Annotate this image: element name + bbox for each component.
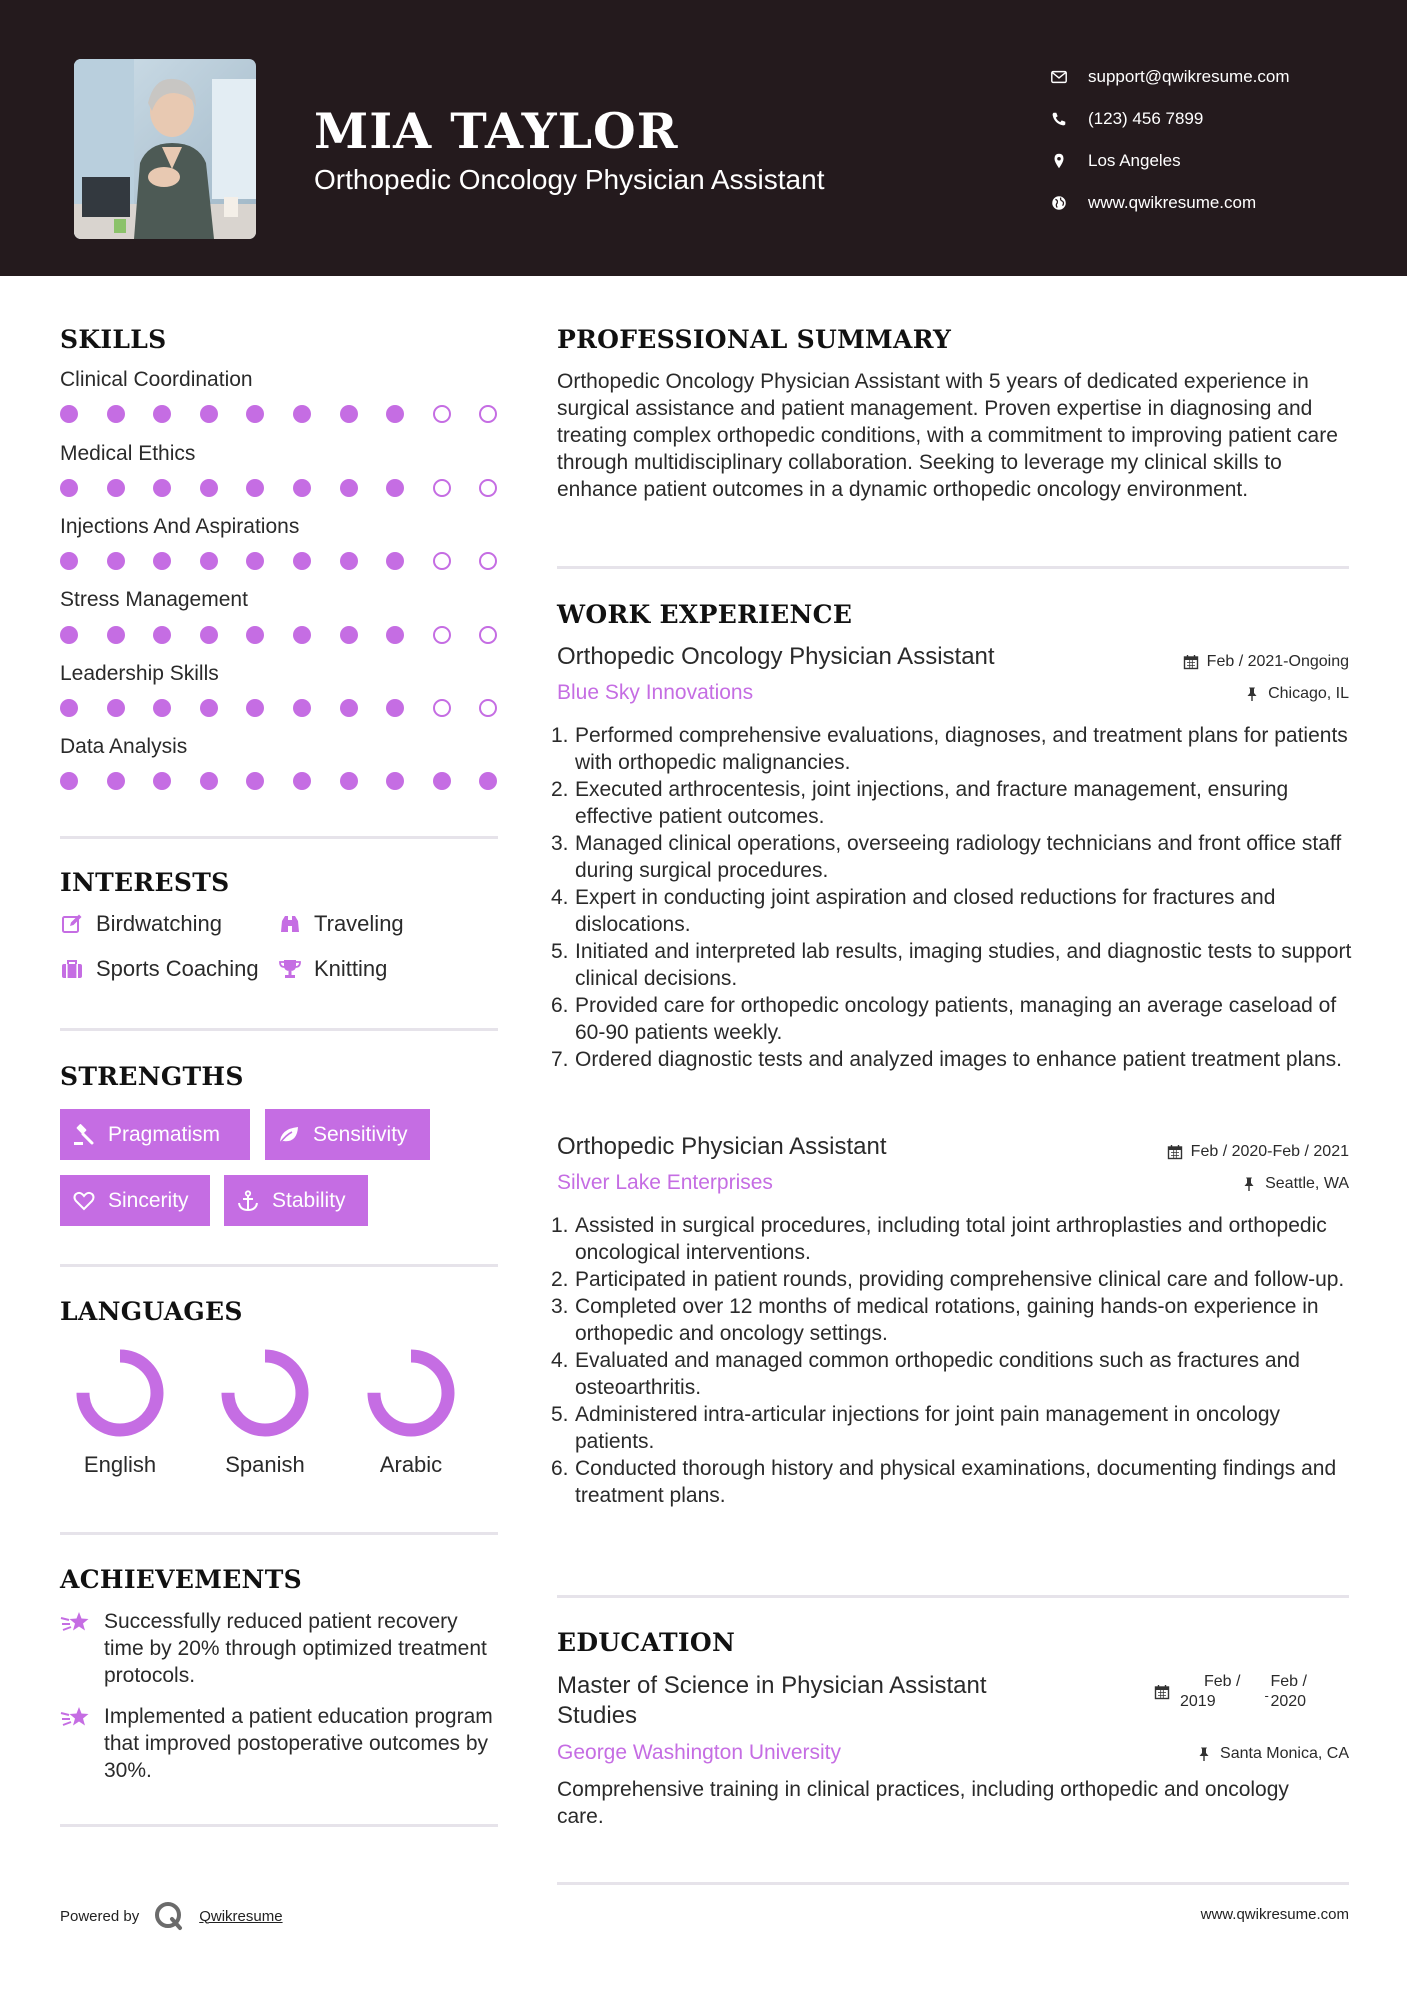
skill-dot-filled — [246, 479, 264, 497]
email-text: support@qwikresume.com — [1088, 67, 1290, 86]
job-title: Orthopedic Oncology Physician Assistant — [557, 643, 995, 670]
strength-label: Sensitivity — [313, 1122, 408, 1146]
briefcase-icon — [60, 957, 84, 981]
skill-dot-filled — [60, 405, 78, 423]
calendar-icon — [1183, 654, 1199, 670]
skill-dot-filled — [153, 626, 171, 644]
skill-dot-filled — [60, 552, 78, 570]
envelope-icon — [1050, 68, 1068, 86]
skill-dot-filled — [107, 479, 125, 497]
language-level-ring — [71, 1344, 169, 1442]
skill-dot-empty — [433, 405, 451, 423]
job-responsibilities — [551, 722, 1353, 1073]
skill-dot-empty — [433, 626, 451, 644]
globe-icon — [1050, 194, 1068, 212]
date-separator: - — [1264, 1688, 1269, 1703]
skill-dot-filled — [153, 772, 171, 790]
education-description: Comprehensive training in clinical practices, including orthopedic and oncology care. — [557, 1778, 1289, 1828]
list-number: 3. — [551, 1295, 569, 1318]
skill-dot-filled — [340, 405, 358, 423]
date-line: Feb / — [1204, 1673, 1241, 1690]
skill-dot-filled — [386, 405, 404, 423]
list-item — [551, 776, 1353, 830]
leaf-icon — [277, 1123, 301, 1147]
skill-dot-empty — [479, 479, 497, 497]
pushpin-icon — [1244, 686, 1260, 702]
contact-phone[interactable] — [1050, 98, 1290, 140]
job-location — [1241, 1175, 1349, 1193]
degree-title — [557, 1671, 987, 1731]
skill-dot-filled — [246, 772, 264, 790]
skill-dot-filled — [293, 405, 311, 423]
achievements-heading: ACHIEVEMENTS — [60, 1565, 302, 1594]
skill-name: Stress Management — [60, 588, 248, 611]
language-level-ring — [362, 1344, 460, 1442]
list-item — [551, 830, 1353, 884]
skill-dot-filled — [200, 626, 218, 644]
job-title: Orthopedic Physician Assistant — [557, 1133, 887, 1160]
strength-tag — [60, 1175, 210, 1226]
list-item — [551, 1266, 1353, 1293]
skill-dot-filled — [433, 772, 451, 790]
edit-icon — [60, 912, 84, 936]
phone-icon — [1050, 110, 1068, 128]
heart-icon — [72, 1189, 96, 1213]
skill-dot-filled — [246, 405, 264, 423]
interest-item — [60, 911, 222, 937]
skill-dot-empty — [479, 699, 497, 717]
list-number: 4. — [551, 886, 569, 909]
skill-rating — [60, 626, 502, 646]
skill-dot-filled — [340, 699, 358, 717]
achievement-text: Successfully reduced patient recovery time by 20% through optimized treatment protocols. — [104, 1610, 487, 1687]
skill-name: Injections And Aspirations — [60, 515, 300, 538]
location-text: Los Angeles — [1088, 151, 1181, 170]
candidate-name: MIA TAYLOR — [314, 102, 679, 160]
skill-name: Medical Ethics — [60, 442, 196, 465]
binoculars-icon — [278, 912, 302, 936]
end-date — [1264, 1672, 1307, 1712]
summary-text: Orthopedic Oncology Physician Assistant with 5 years of dedicated experience in surgical assistance and patient management. Proven expertise in diagnosing and treating complex orthopedic conditions, with a commitment to improving patient care through multidisciplinary collaboration. Seeking to leverage my clinical skills to enhance patient outcomes in a dynamic orthopedic oncology environment. — [557, 370, 1338, 501]
list-number: 1. — [551, 724, 569, 747]
skill-dot-empty — [479, 626, 497, 644]
footer-website[interactable]: www.qwikresume.com — [1200, 1906, 1349, 1923]
list-number: 5. — [551, 1403, 569, 1426]
list-item-text: Completed over 12 months of medical rotations, gaining hands-on experience in orthopedic and oncology settings. — [575, 1295, 1319, 1345]
skill-dot-filled — [60, 772, 78, 790]
location-text: Seattle, WA — [1265, 1175, 1349, 1192]
skill-dot-empty — [433, 699, 451, 717]
skill-dot-filled — [386, 626, 404, 644]
skill-dot-empty — [479, 552, 497, 570]
skill-rating — [60, 699, 502, 719]
skill-name: Leadership Skills — [60, 662, 219, 685]
skill-dot-filled — [246, 626, 264, 644]
section-divider — [60, 1824, 498, 1827]
skill-name: Clinical Coordination — [60, 368, 253, 391]
skill-dot-empty — [433, 552, 451, 570]
section-divider — [557, 566, 1349, 569]
list-number: 2. — [551, 778, 569, 801]
language-level-ring — [216, 1344, 314, 1442]
list-item-text: Administered intra-articular injections for joint pain management in oncology patients. — [575, 1403, 1281, 1453]
job-location — [1244, 685, 1349, 703]
interest-label: Sports Coaching — [96, 956, 259, 981]
list-item-text: Managed clinical operations, overseeing radiology technicians and front office staff during surgical procedures. — [575, 832, 1342, 882]
date-line: 2020 — [1270, 1693, 1307, 1710]
education-heading: EDUCATION — [557, 1628, 736, 1657]
strength-label: Sincerity — [108, 1188, 189, 1212]
skill-dot-filled — [386, 772, 404, 790]
skill-dot-filled — [200, 479, 218, 497]
list-number: 7. — [551, 1048, 569, 1071]
education-location — [1196, 1745, 1349, 1763]
section-divider — [60, 1532, 498, 1535]
shooting-star-icon — [60, 1704, 92, 1732]
interest-label: Knitting — [314, 956, 388, 981]
language-label: English — [83, 1452, 157, 1477]
achievement-text: Implemented a patient education program that improved postoperative outcomes by 30%. — [104, 1705, 493, 1782]
skill-dot-filled — [200, 405, 218, 423]
calendar-icon — [1154, 1684, 1170, 1700]
dates-text: Feb / 2021-Ongoing — [1206, 653, 1349, 670]
list-item-text: Performed comprehensive evaluations, diagnoses, and treatment plans for patients with orthopedic malignancies. — [575, 724, 1348, 774]
skill-rating — [60, 479, 502, 499]
skill-dot-filled — [107, 699, 125, 717]
list-item-text: Provided care for orthopedic oncology patients, managing an average caseload of 60-90 patients weekly. — [575, 994, 1337, 1044]
pushpin-icon — [1241, 1176, 1257, 1192]
phone-text: (123) 456 7899 — [1088, 109, 1204, 128]
skill-dot-filled — [340, 479, 358, 497]
map-pin-icon — [1050, 152, 1068, 170]
interest-label: Traveling — [314, 911, 404, 936]
skill-dot-filled — [153, 552, 171, 570]
job-dates — [1167, 1143, 1349, 1161]
school-name: George Washington University — [557, 1741, 842, 1764]
anchor-icon — [236, 1189, 260, 1213]
skill-rating — [60, 405, 502, 425]
strength-label: Stability — [272, 1188, 346, 1212]
skills-heading: SKILLS — [60, 325, 167, 354]
degree-line: Studies — [557, 1702, 638, 1729]
footer-branding — [60, 1900, 283, 1932]
education-dates — [1154, 1672, 1307, 1712]
language-label: Spanish — [225, 1452, 305, 1477]
list-number: 3. — [551, 832, 569, 855]
list-number: 6. — [551, 1457, 569, 1480]
list-item — [551, 938, 1353, 992]
list-item-text: Ordered diagnostic tests and analyzed images to enhance patient treatment plans. — [575, 1048, 1342, 1071]
strength-label: Pragmatism — [108, 1122, 221, 1146]
interests-heading: INTERESTS — [60, 868, 230, 897]
section-divider — [60, 1028, 498, 1031]
skill-dot-filled — [153, 699, 171, 717]
skill-dot-filled — [340, 772, 358, 790]
date-line: Feb / — [1270, 1673, 1307, 1690]
brand-link[interactable]: Qwikresume — [199, 1907, 283, 1925]
start-date — [1178, 1672, 1240, 1712]
skill-dot-filled — [340, 626, 358, 644]
skill-dot-filled — [386, 699, 404, 717]
contact-list — [1050, 56, 1290, 224]
section-divider — [557, 1595, 1349, 1598]
languages-heading: LANGUAGES — [60, 1297, 243, 1326]
dates-text: Feb / 2020-Feb / 2021 — [1190, 1143, 1349, 1160]
profile-photo — [74, 59, 256, 239]
section-divider — [60, 1264, 498, 1267]
skill-dot-filled — [200, 699, 218, 717]
list-item — [551, 1455, 1353, 1509]
list-item — [551, 722, 1353, 776]
contact-email[interactable] — [1050, 56, 1290, 98]
achievement-item — [60, 1703, 500, 1784]
interest-label: Birdwatching — [96, 911, 222, 936]
list-item — [551, 1347, 1353, 1401]
skill-dot-filled — [293, 552, 311, 570]
powered-by-label: Powered by — [60, 1907, 140, 1925]
skill-dot-filled — [60, 479, 78, 497]
resume-header — [0, 0, 1407, 276]
list-item-text: Evaluated and managed common orthopedic conditions such as fractures and osteoarthritis. — [575, 1349, 1300, 1399]
contact-website[interactable] — [1050, 182, 1290, 224]
skill-dot-filled — [107, 626, 125, 644]
skill-dot-filled — [153, 479, 171, 497]
job-dates — [1183, 653, 1349, 671]
trophy-icon — [278, 957, 302, 981]
list-number: 4. — [551, 1349, 569, 1372]
language-item — [356, 1344, 466, 1478]
calendar-icon — [1167, 1144, 1183, 1160]
skill-dot-filled — [107, 772, 125, 790]
skill-dot-filled — [479, 772, 497, 790]
list-item-text: Executed arthrocentesis, joint injections, and fracture management, ensuring effective patient outcomes. — [575, 778, 1289, 828]
list-item-text: Expert in conducting joint aspiration and closed reductions for fractures and dislocations. — [575, 886, 1276, 936]
skill-rating — [60, 772, 502, 792]
qwikresume-logo-icon — [153, 1900, 185, 1932]
list-item — [551, 884, 1353, 938]
list-item-text: Conducted thorough history and physical examinations, documenting findings and treatment plans. — [575, 1457, 1337, 1507]
list-number: 5. — [551, 940, 569, 963]
strength-tag — [224, 1175, 368, 1226]
candidate-title: Orthopedic Oncology Physician Assistant — [314, 164, 825, 195]
skill-dot-filled — [293, 626, 311, 644]
date-line: 2019 — [1180, 1693, 1216, 1710]
list-number: 2. — [551, 1268, 569, 1291]
list-item-text: Assisted in surgical procedures, including total joint arthroplasties and orthopedic oncological interventions. — [575, 1214, 1327, 1264]
skill-dot-filled — [200, 552, 218, 570]
degree-line: Master of Science in Physician Assistant — [557, 1672, 987, 1699]
skill-dot-filled — [60, 626, 78, 644]
list-item — [551, 1212, 1353, 1266]
language-item — [65, 1344, 175, 1478]
skill-dot-filled — [107, 405, 125, 423]
list-item — [551, 992, 1353, 1046]
strength-tag — [265, 1109, 430, 1160]
website-text: www.qwikresume.com — [1088, 193, 1257, 212]
list-item — [551, 1046, 1353, 1073]
strengths-heading: STRENGTHS — [60, 1062, 244, 1091]
location-text: Chicago, IL — [1268, 685, 1349, 702]
contact-location — [1050, 140, 1290, 182]
list-number: 1. — [551, 1214, 569, 1237]
strength-tag — [60, 1109, 250, 1160]
list-item — [551, 1401, 1353, 1455]
list-item-text: Initiated and interpreted lab results, imaging studies, and diagnostic tests to support clinical decisions. — [575, 940, 1352, 990]
section-divider — [60, 836, 498, 839]
skill-dot-filled — [246, 699, 264, 717]
pushpin-icon — [1196, 1746, 1212, 1762]
skill-dot-filled — [293, 772, 311, 790]
skill-dot-filled — [340, 552, 358, 570]
interest-item — [60, 956, 259, 982]
list-number: 6. — [551, 994, 569, 1017]
gavel-icon — [72, 1123, 96, 1147]
location-text: Santa Monica, CA — [1220, 1745, 1349, 1762]
language-label: Arabic — [379, 1452, 443, 1477]
language-item — [210, 1344, 320, 1478]
job-responsibilities — [551, 1212, 1353, 1509]
interest-item — [278, 956, 387, 982]
summary-heading: PROFESSIONAL SUMMARY — [557, 325, 952, 354]
list-item — [551, 1293, 1353, 1347]
skill-dot-filled — [386, 479, 404, 497]
company-name: Blue Sky Innovations — [557, 681, 754, 704]
skill-dot-filled — [293, 479, 311, 497]
skill-dot-filled — [246, 552, 264, 570]
skill-dot-filled — [200, 772, 218, 790]
skill-dot-filled — [153, 405, 171, 423]
interest-item — [278, 911, 404, 937]
shooting-star-icon — [60, 1609, 92, 1637]
section-divider — [557, 1882, 1349, 1885]
skill-rating — [60, 552, 502, 572]
skill-name: Data Analysis — [60, 735, 188, 758]
experience-heading: WORK EXPERIENCE — [557, 600, 853, 629]
skill-dot-filled — [107, 552, 125, 570]
skill-dot-empty — [433, 479, 451, 497]
achievement-item — [60, 1608, 500, 1689]
skill-dot-filled — [386, 552, 404, 570]
skill-dot-empty — [479, 405, 497, 423]
skill-dot-filled — [293, 699, 311, 717]
skill-dot-filled — [60, 699, 78, 717]
company-name: Silver Lake Enterprises — [557, 1171, 773, 1194]
list-item-text: Participated in patient rounds, providing comprehensive clinical care and follow-up. — [575, 1268, 1345, 1291]
